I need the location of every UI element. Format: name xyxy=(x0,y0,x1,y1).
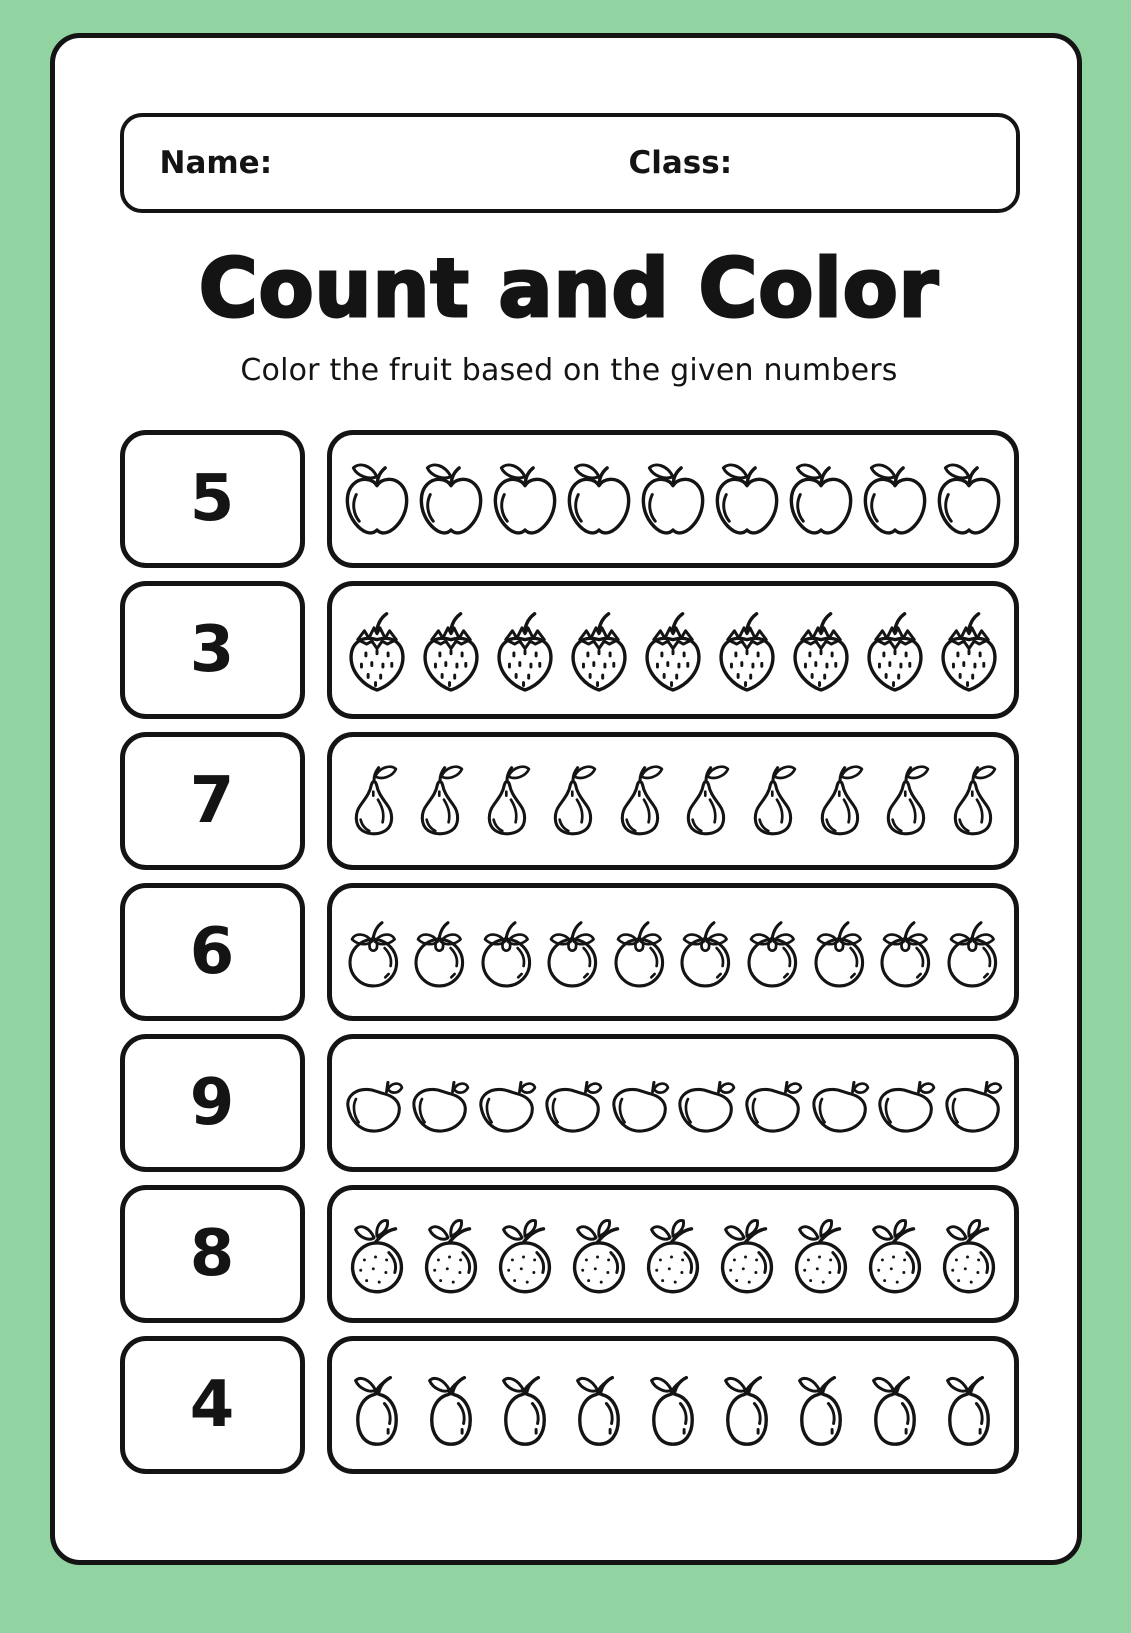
strawberry-icon xyxy=(340,592,414,708)
strawberry-icon xyxy=(488,592,562,708)
fruit-row-box xyxy=(327,581,1019,719)
orange-icon xyxy=(710,1196,784,1312)
count-number: 7 xyxy=(189,764,235,838)
mango-icon xyxy=(473,1045,540,1161)
worksheet-page xyxy=(50,33,1082,1565)
count-number-box xyxy=(120,1034,305,1172)
pear-icon xyxy=(939,743,1006,859)
apple-icon xyxy=(562,441,636,557)
mango-icon xyxy=(806,1045,873,1161)
apple-icon xyxy=(858,441,932,557)
name-label: Name: xyxy=(159,145,273,181)
count-number-box xyxy=(120,883,305,1021)
name-class-box xyxy=(120,113,1020,213)
strawberry-icon xyxy=(784,592,858,708)
count-number: 6 xyxy=(189,915,235,989)
count-number-box xyxy=(120,430,305,568)
class-label: Class: xyxy=(628,145,733,181)
mangosteen-icon xyxy=(806,894,873,1010)
pear-icon xyxy=(672,743,739,859)
worksheet-row xyxy=(120,1034,1019,1172)
fruit-row-box xyxy=(327,1034,1019,1172)
mangosteen-icon xyxy=(340,894,407,1010)
fruit-row-box xyxy=(327,883,1019,1021)
orange-icon xyxy=(488,1196,562,1312)
strawberry-icon xyxy=(636,592,710,708)
orange-icon xyxy=(562,1196,636,1312)
apple-icon xyxy=(784,441,858,557)
lemon-icon xyxy=(340,1347,414,1463)
mango-icon xyxy=(939,1045,1006,1161)
worksheet-row xyxy=(120,1336,1019,1474)
lemon-icon xyxy=(932,1347,1006,1463)
orange-icon xyxy=(932,1196,1006,1312)
orange-icon xyxy=(858,1196,932,1312)
count-number: 8 xyxy=(189,1217,235,1291)
orange-icon xyxy=(784,1196,858,1312)
lemon-icon xyxy=(858,1347,932,1463)
pear-icon xyxy=(806,743,873,859)
count-number: 4 xyxy=(189,1368,235,1442)
mango-icon xyxy=(539,1045,606,1161)
mangosteen-icon xyxy=(539,894,606,1010)
worksheet-row xyxy=(120,732,1019,870)
orange-icon xyxy=(636,1196,710,1312)
strawberry-icon xyxy=(932,592,1006,708)
mangosteen-icon xyxy=(606,894,673,1010)
fruit-row-box xyxy=(327,1185,1019,1323)
apple-icon xyxy=(932,441,1006,557)
lemon-icon xyxy=(562,1347,636,1463)
worksheet-title: Count and Color xyxy=(198,242,940,335)
lemon-icon xyxy=(784,1347,858,1463)
mangosteen-icon xyxy=(939,894,1006,1010)
pear-icon xyxy=(872,743,939,859)
lemon-icon xyxy=(414,1347,488,1463)
count-number: 9 xyxy=(189,1066,235,1140)
apple-icon xyxy=(340,441,414,557)
apple-icon xyxy=(414,441,488,557)
orange-icon xyxy=(414,1196,488,1312)
mango-icon xyxy=(606,1045,673,1161)
count-number-box xyxy=(120,581,305,719)
strawberry-icon xyxy=(414,592,488,708)
count-number: 3 xyxy=(189,613,235,687)
fruit-row-box xyxy=(327,1336,1019,1474)
rows xyxy=(120,430,1019,1474)
lemon-icon xyxy=(710,1347,784,1463)
mango-icon xyxy=(739,1045,806,1161)
fruit-row-box xyxy=(327,732,1019,870)
pear-icon xyxy=(406,743,473,859)
lemon-icon xyxy=(636,1347,710,1463)
pear-icon xyxy=(539,743,606,859)
strawberry-icon xyxy=(710,592,784,708)
count-number-box xyxy=(120,1185,305,1323)
count-number-box xyxy=(120,732,305,870)
pear-icon xyxy=(606,743,673,859)
mango-icon xyxy=(406,1045,473,1161)
orange-icon xyxy=(340,1196,414,1312)
mango-icon xyxy=(340,1045,407,1161)
count-number-box xyxy=(120,1336,305,1474)
strawberry-icon xyxy=(858,592,932,708)
pear-icon xyxy=(473,743,540,859)
mangosteen-icon xyxy=(739,894,806,1010)
worksheet-row xyxy=(120,581,1019,719)
strawberry-icon xyxy=(562,592,636,708)
apple-icon xyxy=(636,441,710,557)
fruit-row-box xyxy=(327,430,1019,568)
apple-icon xyxy=(710,441,784,557)
mangosteen-icon xyxy=(406,894,473,1010)
mango-icon xyxy=(872,1045,939,1161)
worksheet-row xyxy=(120,430,1019,568)
apple-icon xyxy=(488,441,562,557)
mangosteen-icon xyxy=(672,894,739,1010)
lemon-icon xyxy=(488,1347,562,1463)
mangosteen-icon xyxy=(872,894,939,1010)
count-number: 5 xyxy=(189,462,235,536)
worksheet-row xyxy=(120,883,1019,1021)
mangosteen-icon xyxy=(473,894,540,1010)
worksheet-subtitle: Color the fruit based on the given numbers xyxy=(240,353,898,388)
worksheet-row xyxy=(120,1185,1019,1323)
mango-icon xyxy=(672,1045,739,1161)
pear-icon xyxy=(739,743,806,859)
pear-icon xyxy=(340,743,407,859)
